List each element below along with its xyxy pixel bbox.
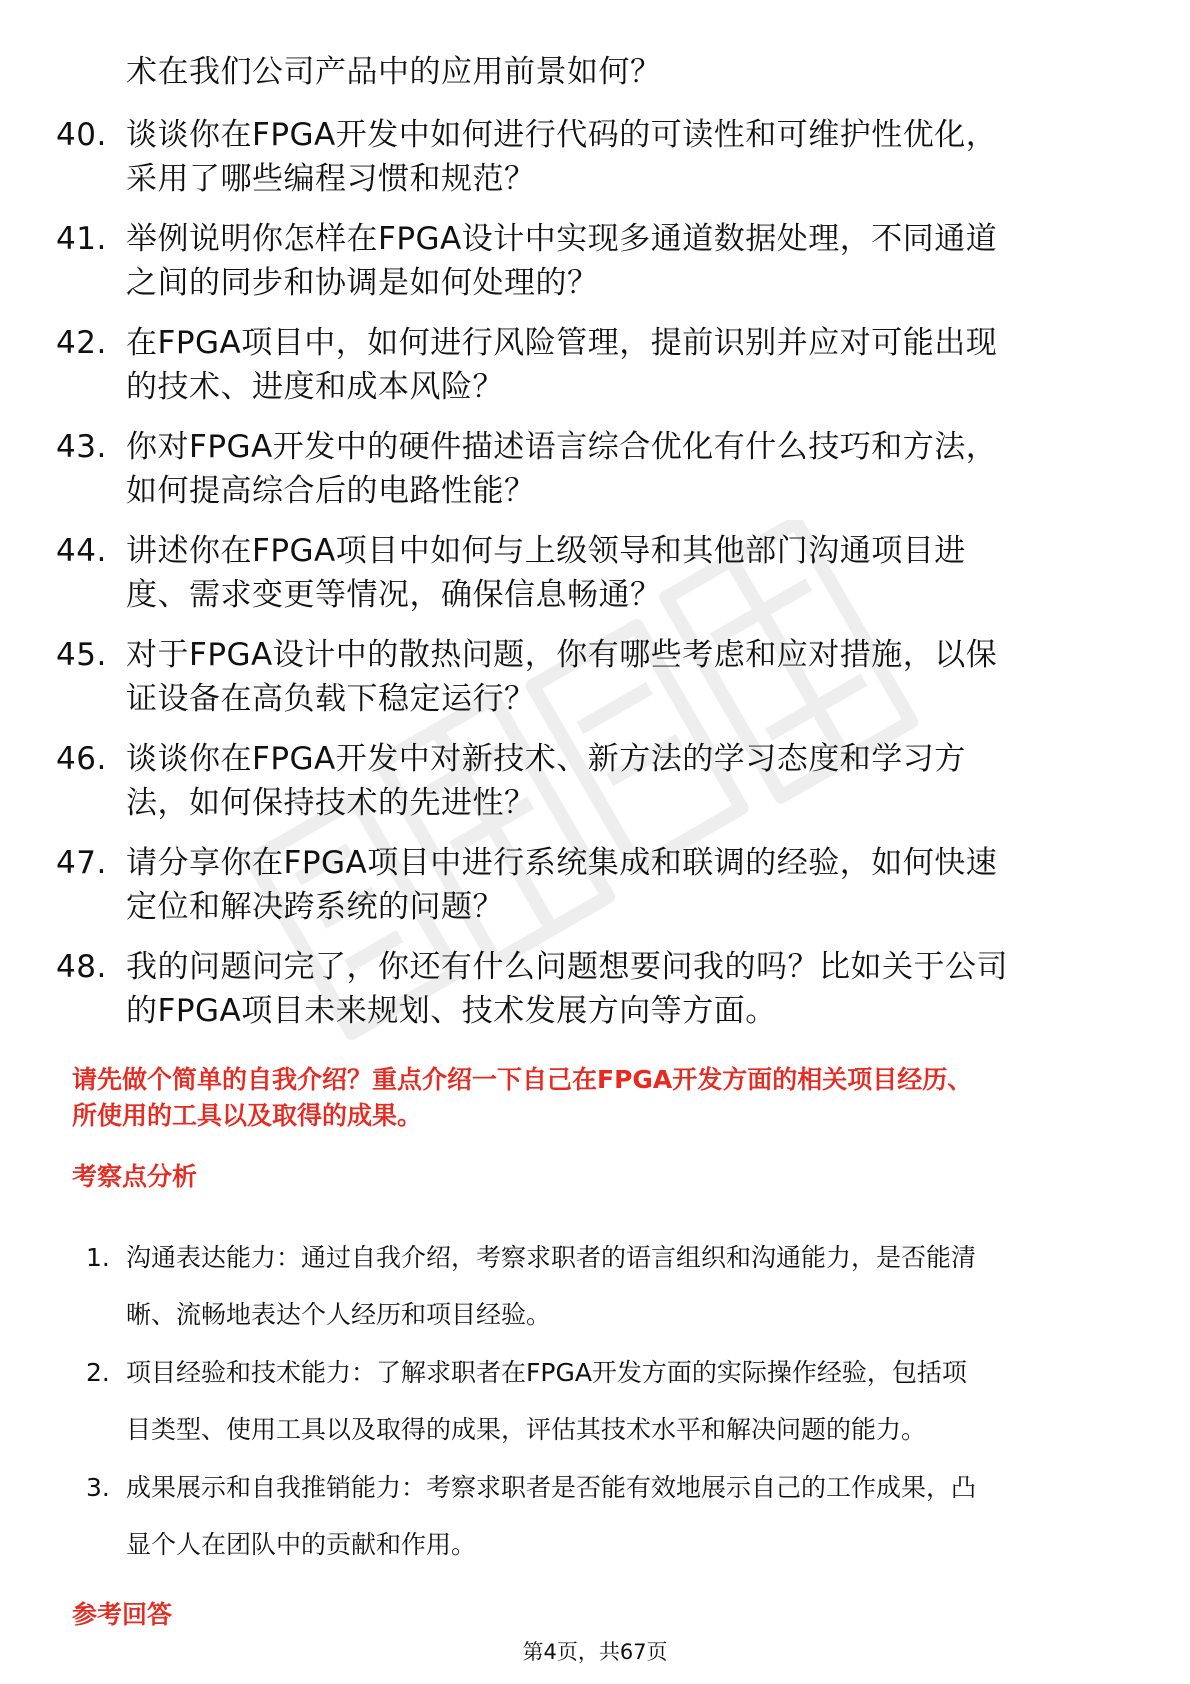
question-line: 定位和解决跨系统的问题？: [126, 889, 504, 925]
question-number: 41.: [56, 221, 107, 257]
question-number: 43.: [56, 429, 107, 465]
analysis-line: 目类型、使用工具以及取得的成果，评估其技术水平和解决问题的能力。: [126, 1415, 927, 1444]
list-item: [56, 321, 1116, 409]
section-heading-line: 请先做个简单的自我介绍？重点介绍一下自己在FPGA开发方面的相关项目经历、: [72, 1065, 973, 1094]
section-heading-line: 所使用的工具以及取得的成果。: [72, 1101, 423, 1130]
question-line: 在FPGA项目中，如何进行风险管理，提前识别并应对可能出现: [126, 325, 998, 361]
question-number: 46.: [56, 741, 107, 777]
question-line: 举例说明你怎样在FPGA设计中实现多通道数据处理，不同通道: [126, 221, 998, 257]
question-number: 48.: [56, 949, 107, 985]
question-line: 你对FPGA开发中的硬件描述语言综合优化有什么技巧和方法，: [126, 429, 998, 465]
analysis-line: 晰、流畅地表达个人经历和项目经验。: [126, 1300, 552, 1329]
question-continuation: 术在我们公司产品中的应用前景如何？: [126, 54, 662, 90]
analysis-line: 成果展示和自我推销能力：考察求职者是否能有效地展示自己的工作成果，凸: [126, 1473, 977, 1502]
question-line: 的FPGA项目未来规划、技术发展方向等方面。: [126, 993, 777, 1029]
list-item: [56, 841, 1116, 929]
list-item: [56, 945, 1116, 1033]
question-line: 法，如何保持技术的先进性？: [126, 785, 536, 821]
list-item: [56, 529, 1116, 617]
question-line: 谈谈你在FPGA开发中对新技术、新方法的学习态度和学习方: [126, 741, 966, 777]
analysis-list: [86, 1229, 1126, 1574]
list-item: [86, 1459, 1126, 1573]
question-line: 如何提高综合后的电路性能？: [126, 473, 536, 509]
analysis-line: 项目经验和技术能力：了解求职者在FPGA开发方面的实际操作经验，包括项: [126, 1358, 967, 1387]
list-item: [56, 633, 1116, 721]
question-line: 采用了哪些编程习惯和规范？: [126, 161, 536, 197]
question-line: 度、需求变更等情况，确保信息畅通？: [126, 577, 662, 613]
page-number: 第4页，共67页: [522, 1640, 668, 1664]
question-line: 请分享你在FPGA项目中进行系统集成和联调的经验，如何快速: [126, 845, 998, 881]
question-line: 我的问题问完了，你还有什么问题想要问我的吗？比如关于公司: [126, 949, 1008, 985]
question-number: 42.: [56, 325, 107, 361]
question-line: 讲述你在FPGA项目中如何与上级领导和其他部门沟通项目进: [126, 533, 966, 569]
question-number: 47.: [56, 845, 107, 881]
question-number: 40.: [56, 117, 107, 153]
question-list: [56, 113, 1116, 1049]
analysis-number: 1.: [86, 1243, 110, 1272]
analysis-number: 3.: [86, 1473, 110, 1502]
question-line: 谈谈你在FPGA开发中如何进行代码的可读性和可维护性优化，: [126, 117, 998, 153]
analysis-line: 沟通表达能力：通过自我介绍，考察求职者的语言组织和沟通能力，是否能清: [126, 1243, 977, 1272]
list-item: [86, 1344, 1126, 1458]
list-item: [56, 425, 1116, 513]
question-line: 之间的同步和协调是如何处理的？: [126, 265, 599, 301]
list-item: [56, 113, 1116, 201]
list-item: [56, 737, 1116, 825]
section-heading: [72, 1062, 1122, 1134]
analysis-title: 考察点分析: [72, 1162, 198, 1191]
question-number: 44.: [56, 533, 107, 569]
answer-title: 参考回答: [72, 1600, 173, 1629]
question-line: 的技术、进度和成本风险？: [126, 369, 504, 405]
question-line: 对于FPGA设计中的散热问题，你有哪些考虑和应对措施，以保: [126, 637, 998, 673]
list-item: [56, 217, 1116, 305]
question-line: 证设备在高负载下稳定运行？: [126, 681, 536, 717]
analysis-line: 显个人在团队中的贡献和作用。: [126, 1530, 477, 1559]
question-number: 45.: [56, 637, 107, 673]
analysis-number: 2.: [86, 1358, 110, 1387]
list-item: [86, 1229, 1126, 1343]
